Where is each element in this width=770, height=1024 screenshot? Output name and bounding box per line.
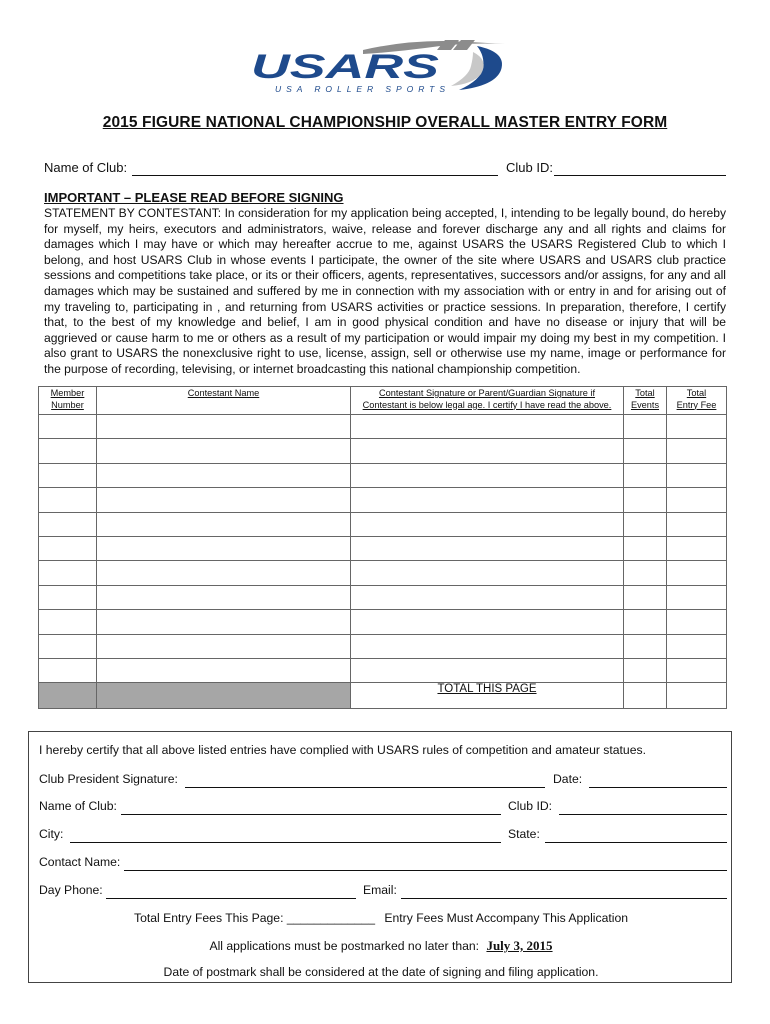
contestant-name-cell[interactable] [97, 512, 351, 536]
header-total-events: Total Events [624, 387, 667, 415]
deadline-date: July 3, 2015 [486, 938, 553, 953]
contestant-name-cell[interactable] [97, 415, 351, 439]
total-events-cell[interactable] [624, 463, 667, 487]
total-events-cell[interactable] [624, 561, 667, 585]
contestant-name-cell[interactable] [97, 610, 351, 634]
club-id-field-2[interactable] [559, 814, 727, 815]
header-contestant-signature: Contestant Signature or Parent/Guardian Signature if Contestant is below legal age. I certify I have read the above. [351, 387, 624, 415]
contestant-name-cell[interactable] [97, 536, 351, 560]
signature-cell[interactable] [351, 439, 624, 463]
total-events-cell[interactable] [624, 536, 667, 560]
contestant-name-cell[interactable] [97, 488, 351, 512]
total-shaded-cell [39, 683, 97, 709]
total-entry-fee-cell[interactable] [667, 585, 727, 609]
total-entry-fee-cell[interactable] [667, 512, 727, 536]
total-events-sum-cell[interactable] [624, 683, 667, 709]
total-shaded-cell [97, 683, 351, 709]
total-entry-fee-cell[interactable] [667, 415, 727, 439]
total-events-cell[interactable] [624, 634, 667, 658]
total-entry-fee-cell[interactable] [667, 439, 727, 463]
postmark-note [29, 965, 733, 979]
contestant-name-cell[interactable] [97, 439, 351, 463]
member-number-cell[interactable] [39, 610, 97, 634]
member-number-cell[interactable] [39, 439, 97, 463]
club-id-field[interactable] [554, 175, 726, 176]
table-row [39, 488, 727, 512]
signature-cell[interactable] [351, 415, 624, 439]
contact-name-field[interactable] [124, 870, 727, 871]
total-entry-fee-cell[interactable] [667, 634, 727, 658]
postmark-line [29, 938, 733, 954]
member-number-cell[interactable] [39, 512, 97, 536]
club-info-line [44, 160, 726, 180]
logo-brand-text: USARS [251, 48, 440, 86]
day-phone-field[interactable] [106, 898, 356, 899]
table-row [39, 610, 727, 634]
total-fees-field[interactable]: _____________ [286, 911, 375, 925]
member-number-cell[interactable] [39, 488, 97, 512]
date-label: Date: [553, 772, 583, 786]
member-number-cell[interactable] [39, 415, 97, 439]
table-row [39, 415, 727, 439]
header-total-entry-fee: Total Entry Fee [667, 387, 727, 415]
signature-cell[interactable] [351, 561, 624, 585]
member-number-cell[interactable] [39, 658, 97, 682]
contestant-name-cell[interactable] [97, 658, 351, 682]
club-name-field-2[interactable] [121, 814, 501, 815]
city-field[interactable] [70, 842, 501, 843]
club-id-label-2: Club ID: [508, 799, 553, 813]
contact-name-label: Contact Name: [39, 855, 121, 869]
club-name-label-2: Name of Club: [39, 799, 117, 813]
date-field[interactable] [589, 787, 727, 788]
signature-cell[interactable] [351, 463, 624, 487]
total-events-cell[interactable] [624, 512, 667, 536]
contestant-name-cell[interactable] [97, 634, 351, 658]
state-label: State: [508, 827, 540, 841]
member-number-cell[interactable] [39, 634, 97, 658]
city-label: City: [39, 827, 64, 841]
email-field[interactable] [401, 898, 727, 899]
table-header-row [39, 387, 727, 415]
email-label: Email: [363, 883, 397, 897]
header-member-number: Member Number [39, 387, 97, 415]
club-name-label: Name of Club: [44, 160, 128, 175]
usars-logo [245, 38, 510, 96]
total-entry-fee-cell[interactable] [667, 536, 727, 560]
signature-cell[interactable] [351, 488, 624, 512]
president-signature-field[interactable] [185, 787, 545, 788]
state-field[interactable] [545, 842, 727, 843]
total-entry-fee-cell[interactable] [667, 463, 727, 487]
header-contestant-name: Contestant Name [97, 387, 351, 415]
contestant-name-cell[interactable] [97, 561, 351, 585]
important-heading: IMPORTANT – PLEASE READ BEFORE SIGNING [44, 190, 344, 205]
member-number-cell[interactable] [39, 463, 97, 487]
certification-statement: I hereby certify that all above listed entries have complied with USARS rules of competition and amateur statues. [39, 743, 646, 757]
member-number-cell[interactable] [39, 561, 97, 585]
postmark-note-text: Date of postmark shall be considered at the date of signing and filing application. [163, 965, 599, 979]
form-title: 2015 FIGURE NATIONAL CHAMPIONSHIP OVERALL MASTER ENTRY FORM [102, 114, 668, 131]
signature-cell[interactable] [351, 658, 624, 682]
table-row [39, 536, 727, 560]
total-events-cell[interactable] [624, 658, 667, 682]
table-row [39, 463, 727, 487]
signature-cell[interactable] [351, 536, 624, 560]
certification-box [28, 731, 732, 983]
signature-cell[interactable] [351, 585, 624, 609]
contestant-name-cell[interactable] [97, 585, 351, 609]
table-row [39, 512, 727, 536]
fees-note: Entry Fees Must Accompany This Application [384, 911, 629, 925]
total-events-cell[interactable] [624, 488, 667, 512]
signature-cell[interactable] [351, 512, 624, 536]
day-phone-label: Day Phone: [39, 883, 103, 897]
signature-cell[interactable] [351, 610, 624, 634]
total-this-page-label: TOTAL THIS PAGE [351, 683, 624, 709]
total-row [39, 683, 727, 709]
postmark-text: All applications must be postmarked no later than: [209, 939, 480, 953]
total-events-cell[interactable] [624, 415, 667, 439]
logo-tagline: USA ROLLER SPORTS [275, 84, 445, 94]
total-events-cell[interactable] [624, 610, 667, 634]
club-name-field[interactable] [132, 175, 498, 176]
table-row [39, 658, 727, 682]
member-number-cell[interactable] [39, 536, 97, 560]
fees-line [29, 911, 733, 925]
entries-table [38, 386, 727, 709]
table-row [39, 561, 727, 585]
total-fee-sum-cell[interactable] [667, 683, 727, 709]
club-id-label: Club ID: [506, 160, 553, 175]
table-row [39, 439, 727, 463]
total-entry-fee-cell[interactable] [667, 561, 727, 585]
total-entry-fee-cell[interactable] [667, 610, 727, 634]
contestant-statement: STATEMENT BY CONTESTANT: In consideration for my application being accepted, I, intending to be legally bound, do hereby for myself, my heirs, executors and administrators, waive, release and forever discharge any and all rights and claims for damages which I may have or which may hereafter accrue to me, against USARS the USARS Registered Club to which I belong, and host USARS Club in whose events I participate, the owner of the site where USARS and USARS club practice sessions and competitions take place, or its or their officers, agents, representatives, successors and/or assigns, for any and all damages which may be sustained and suffered by me in connection with my association with or entry in and for arising out of my traveling to, participating in , and returning from USARS activities or practice sessions. In preparation, therefore, I certify that, to the best of my knowledge and belief, I am in good physical condition and have no disease or injury that will be aggrieved or cause harm to me or others as a result of my participation or would impair my doing my best in my competition. I also grant to USARS the nonexclusive right to use, license, assign, sell or otherwise use my name, image or performance for the purpose of recording, televising, or internet broadcasting this national championship competition. [44, 206, 726, 376]
total-events-cell[interactable] [624, 585, 667, 609]
contestant-name-cell[interactable] [97, 463, 351, 487]
total-entry-fee-cell[interactable] [667, 488, 727, 512]
signature-cell[interactable] [351, 634, 624, 658]
table-row [39, 634, 727, 658]
total-fees-label: Total Entry Fees This Page: [133, 911, 284, 925]
president-signature-label: Club President Signature: [39, 772, 178, 786]
total-events-cell[interactable] [624, 439, 667, 463]
total-entry-fee-cell[interactable] [667, 658, 727, 682]
member-number-cell[interactable] [39, 585, 97, 609]
table-row [39, 585, 727, 609]
